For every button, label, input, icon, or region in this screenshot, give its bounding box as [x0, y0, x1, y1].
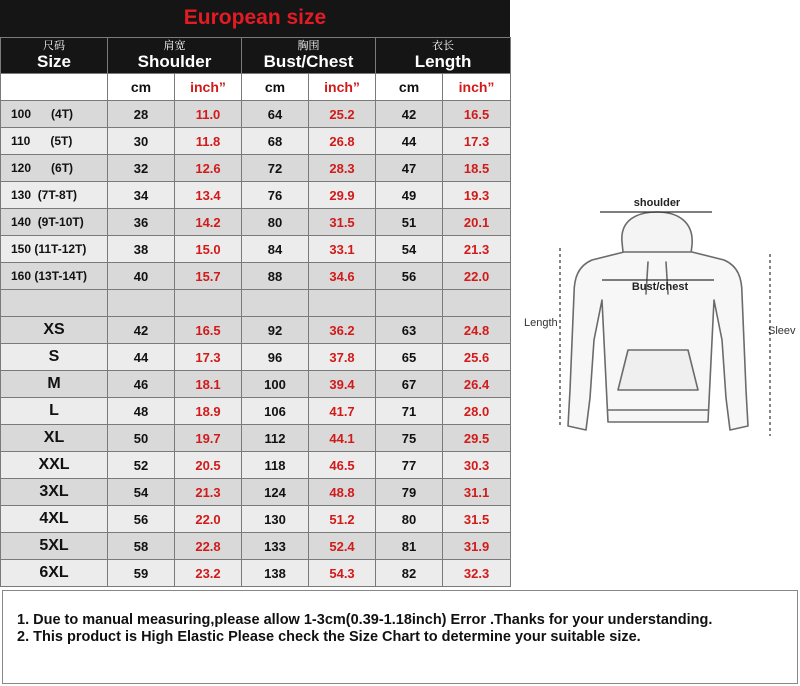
size-cell: 140 (9T-10T) [1, 209, 108, 236]
shoulder-cm: 34 [108, 182, 175, 209]
notes-box [2, 590, 798, 684]
table-row [1, 182, 511, 209]
table-row [1, 317, 511, 344]
table-row [1, 236, 511, 263]
chest-cm: 138 [242, 560, 309, 587]
length-cm: 49 [376, 182, 443, 209]
chest-cm: 106 [242, 398, 309, 425]
header-length: 衣长 Length [376, 38, 511, 74]
header-size: 尺码 Size [1, 38, 108, 74]
chest-cm: 76 [242, 182, 309, 209]
shoulder-cm: 50 [108, 425, 175, 452]
size-cell: S [1, 344, 108, 371]
label-length: Length [524, 317, 558, 329]
chest-cm: 64 [242, 101, 309, 128]
length-inch: 30.3 [443, 452, 511, 479]
table-row [1, 128, 511, 155]
length-inch: 26.4 [443, 371, 511, 398]
chest-cm: 88 [242, 263, 309, 290]
length-inch: 28.0 [443, 398, 511, 425]
length-cm: 71 [376, 398, 443, 425]
length-cm: 67 [376, 371, 443, 398]
label-shoulder: shoulder [633, 197, 681, 209]
chest-inch: 37.8 [309, 344, 376, 371]
shoulder-cm: 28 [108, 101, 175, 128]
shoulder-inch: 18.1 [175, 371, 242, 398]
shoulder-inch: 17.3 [175, 344, 242, 371]
length-cm: 75 [376, 425, 443, 452]
shoulder-cm: 58 [108, 533, 175, 560]
table-row [1, 101, 511, 128]
length-inch: 32.3 [443, 560, 511, 587]
shoulder-cm: 54 [108, 479, 175, 506]
size-cell: 150 (11T-12T) [1, 236, 108, 263]
length-cm: 42 [376, 101, 443, 128]
unit-cm: cm [108, 74, 175, 101]
length-cm: 82 [376, 560, 443, 587]
shoulder-cm: 56 [108, 506, 175, 533]
shoulder-cm: 32 [108, 155, 175, 182]
length-inch: 31.5 [443, 506, 511, 533]
length-inch: 29.5 [443, 425, 511, 452]
length-cm: 56 [376, 263, 443, 290]
shoulder-cm: 44 [108, 344, 175, 371]
shoulder-cm: 59 [108, 560, 175, 587]
length-cm: 63 [376, 317, 443, 344]
shoulder-inch: 19.7 [175, 425, 242, 452]
shoulder-inch: 13.4 [175, 182, 242, 209]
shoulder-inch: 23.2 [175, 560, 242, 587]
size-cell: 130 (7T-8T) [1, 182, 108, 209]
chest-inch: 29.9 [309, 182, 376, 209]
shoulder-inch: 21.3 [175, 479, 242, 506]
chest-cm: 92 [242, 317, 309, 344]
unit-cm: cm [242, 74, 309, 101]
note-2: 2. This product is High Elastic Please check the Size Chart to determine your suitable size. [17, 629, 641, 645]
size-cell: 3XL [1, 479, 108, 506]
length-inch: 22.0 [443, 263, 511, 290]
shoulder-cm: 52 [108, 452, 175, 479]
chest-cm: 130 [242, 506, 309, 533]
length-cm: 44 [376, 128, 443, 155]
chest-cm: 133 [242, 533, 309, 560]
length-cm: 54 [376, 236, 443, 263]
header-row [1, 38, 511, 74]
length-inch: 31.9 [443, 533, 511, 560]
table-row [1, 506, 511, 533]
shoulder-cm: 30 [108, 128, 175, 155]
length-cm: 65 [376, 344, 443, 371]
units-row [1, 74, 511, 101]
length-inch: 19.3 [443, 182, 511, 209]
table-row [1, 479, 511, 506]
length-inch: 31.1 [443, 479, 511, 506]
size-cell: 120 (6T) [1, 155, 108, 182]
hoodie-diagram [512, 190, 800, 450]
length-inch: 20.1 [443, 209, 511, 236]
shoulder-inch: 16.5 [175, 317, 242, 344]
hoodie-body [568, 252, 748, 430]
table-row [1, 425, 511, 452]
table-row [1, 344, 511, 371]
size-cell: 5XL [1, 533, 108, 560]
shoulder-inch: 15.7 [175, 263, 242, 290]
table-row [1, 155, 511, 182]
shoulder-cm: 48 [108, 398, 175, 425]
chest-cm: 112 [242, 425, 309, 452]
length-cm: 81 [376, 533, 443, 560]
length-cm: 80 [376, 506, 443, 533]
length-cm: 77 [376, 452, 443, 479]
shoulder-cm: 42 [108, 317, 175, 344]
chest-inch: 31.5 [309, 209, 376, 236]
label-chest: Bust/chest [631, 281, 689, 293]
size-cell: XL [1, 425, 108, 452]
chest-cm: 118 [242, 452, 309, 479]
shoulder-inch: 11.8 [175, 128, 242, 155]
chart-title: European size [183, 6, 327, 29]
size-table [0, 37, 511, 587]
chest-inch: 48.8 [309, 479, 376, 506]
shoulder-inch: 15.0 [175, 236, 242, 263]
size-cell: XXL [1, 452, 108, 479]
table-row [1, 560, 511, 587]
chest-inch: 28.3 [309, 155, 376, 182]
chest-inch: 33.1 [309, 236, 376, 263]
table-row [1, 263, 511, 290]
shoulder-inch: 22.0 [175, 506, 242, 533]
chest-cm: 100 [242, 371, 309, 398]
length-cm: 51 [376, 209, 443, 236]
shoulder-inch: 11.0 [175, 101, 242, 128]
table-row [1, 371, 511, 398]
shoulder-inch: 18.9 [175, 398, 242, 425]
chest-inch: 36.2 [309, 317, 376, 344]
shoulder-cm: 40 [108, 263, 175, 290]
spacer-row [1, 290, 511, 317]
shoulder-inch: 14.2 [175, 209, 242, 236]
chest-cm: 68 [242, 128, 309, 155]
chest-inch: 26.8 [309, 128, 376, 155]
header-chest: 胸围 Bust/Chest [242, 38, 376, 74]
chest-inch: 51.2 [309, 506, 376, 533]
size-cell: 110 (5T) [1, 128, 108, 155]
size-cell: 160 (13T-14T) [1, 263, 108, 290]
length-inch: 24.8 [443, 317, 511, 344]
unit-inch: inch” [175, 74, 242, 101]
chest-inch: 41.7 [309, 398, 376, 425]
label-sleeve: Sleev [768, 325, 796, 337]
shoulder-inch: 12.6 [175, 155, 242, 182]
unit-inch: inch” [309, 74, 376, 101]
length-inch: 21.3 [443, 236, 511, 263]
size-cell: 4XL [1, 506, 108, 533]
table-row [1, 209, 511, 236]
chest-inch: 34.6 [309, 263, 376, 290]
table-row [1, 452, 511, 479]
note-1: 1. Due to manual measuring,please allow 1-3cm(0.39-1.18inch) Error .Thanks for your understanding. [17, 612, 713, 628]
size-cell: XS [1, 317, 108, 344]
chest-cm: 124 [242, 479, 309, 506]
unit-cm: cm [376, 74, 443, 101]
shoulder-inch: 20.5 [175, 452, 242, 479]
unit-inch: inch” [443, 74, 511, 101]
chest-inch: 46.5 [309, 452, 376, 479]
length-inch: 25.6 [443, 344, 511, 371]
shoulder-inch: 22.8 [175, 533, 242, 560]
chest-cm: 72 [242, 155, 309, 182]
size-cell: L [1, 398, 108, 425]
table-row [1, 398, 511, 425]
pocket [618, 350, 698, 390]
chest-cm: 96 [242, 344, 309, 371]
length-inch: 16.5 [443, 101, 511, 128]
size-cell: 6XL [1, 560, 108, 587]
chest-cm: 84 [242, 236, 309, 263]
size-cell: M [1, 371, 108, 398]
chest-inch: 25.2 [309, 101, 376, 128]
chest-cm: 80 [242, 209, 309, 236]
shoulder-cm: 36 [108, 209, 175, 236]
length-inch: 18.5 [443, 155, 511, 182]
table-row [1, 533, 511, 560]
chest-inch: 52.4 [309, 533, 376, 560]
length-cm: 47 [376, 155, 443, 182]
shoulder-cm: 46 [108, 371, 175, 398]
size-cell: 100 (4T) [1, 101, 108, 128]
length-inch: 17.3 [443, 128, 511, 155]
shoulder-cm: 38 [108, 236, 175, 263]
chest-inch: 39.4 [309, 371, 376, 398]
chest-inch: 54.3 [309, 560, 376, 587]
header-shoulder: 肩宽 Shoulder [108, 38, 242, 74]
length-cm: 79 [376, 479, 443, 506]
chest-inch: 44.1 [309, 425, 376, 452]
